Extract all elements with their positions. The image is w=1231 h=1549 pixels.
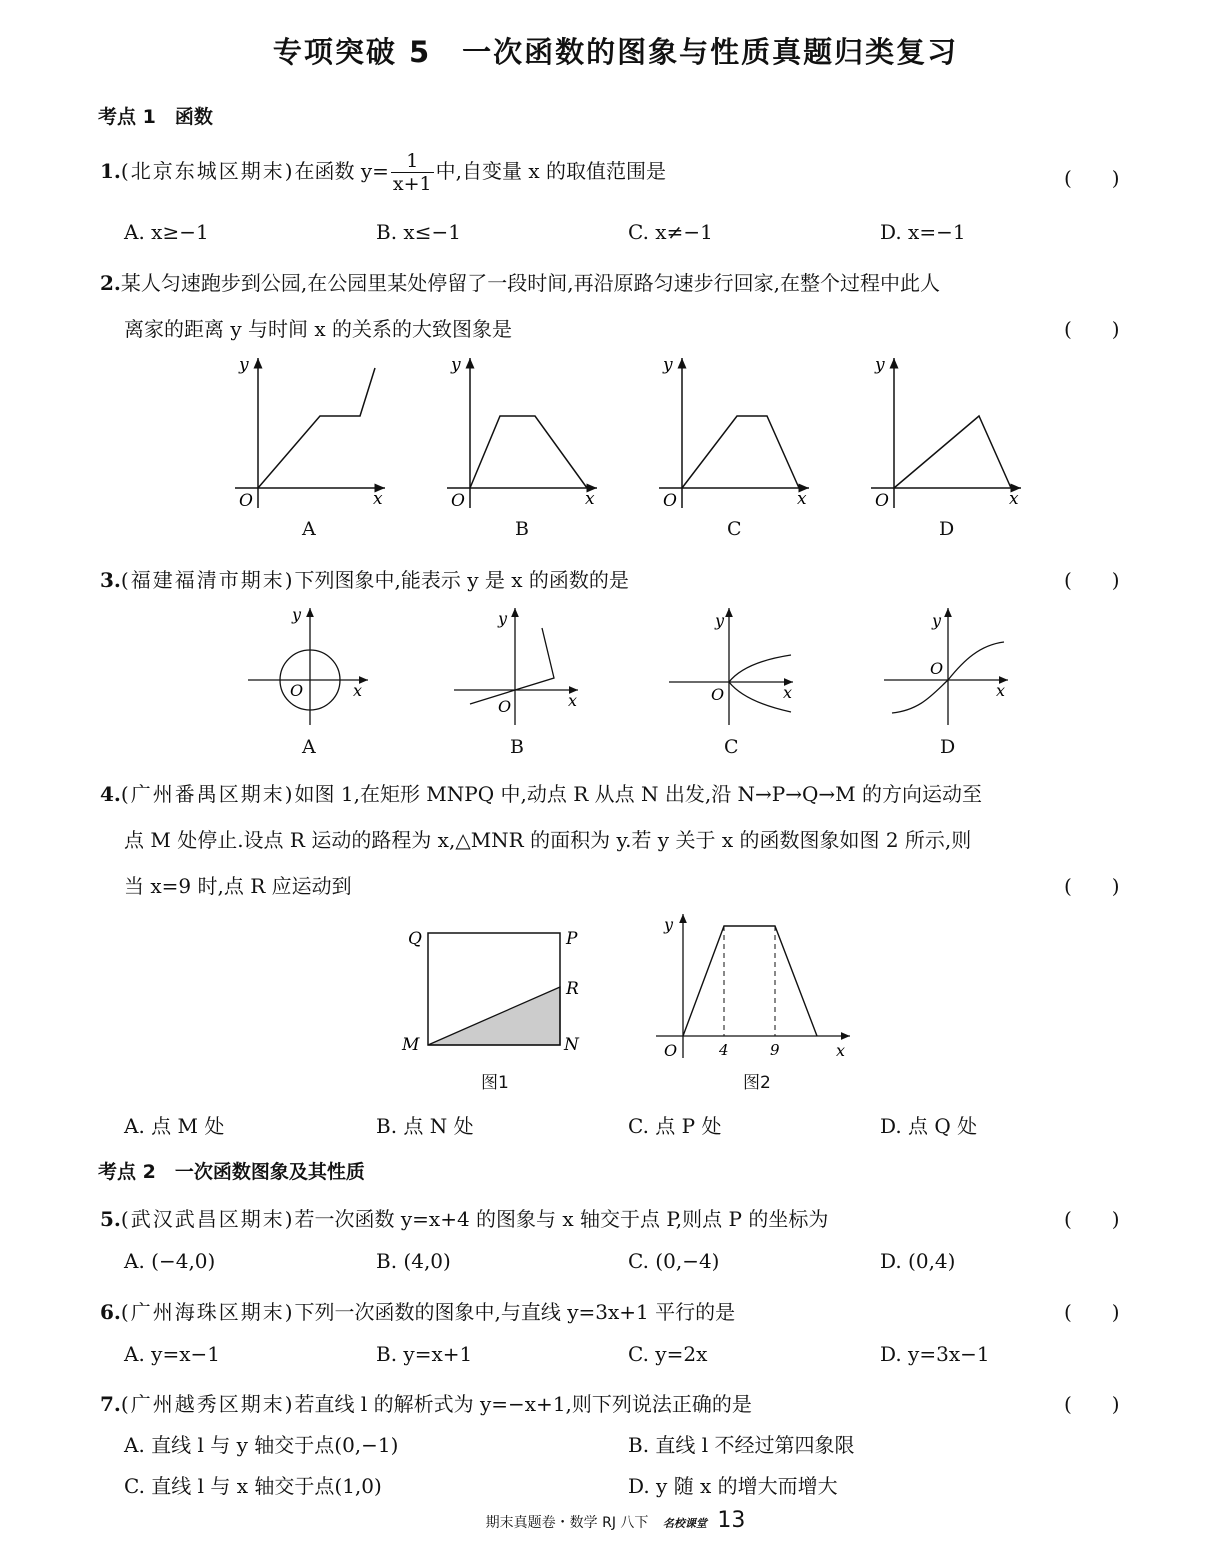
option-c: C. 点 P 处 bbox=[628, 1114, 722, 1138]
question-text: 下列一次函数的图象中,与直线 y=3x+1 平行的是 bbox=[294, 1300, 736, 1324]
question-text-continued: 点 M 处停止.设点 R 运动的路程为 x,△MNR 的面积为 y.若 y 关于 x 的函数图象如图 2 所示,则 bbox=[124, 828, 972, 852]
x-axis-label: x bbox=[585, 489, 595, 509]
origin-label: O bbox=[930, 659, 944, 678]
x-axis-label: x bbox=[568, 691, 578, 710]
option-d: D. 点 Q 处 bbox=[880, 1114, 978, 1138]
x-axis-label: x bbox=[783, 683, 793, 702]
option-c: C. 直线 l 与 x 轴交于点(1,0) bbox=[124, 1474, 382, 1498]
x-axis-label: x bbox=[353, 681, 363, 700]
page-title: 专项突破 5 一次函数的图象与性质真题归类复习 bbox=[272, 35, 959, 69]
figure-caption-2: 图2 bbox=[743, 1073, 771, 1093]
option-a: A. 点 M 处 bbox=[124, 1114, 225, 1138]
q3-graph-c bbox=[665, 600, 800, 730]
option-c: C. y=2x bbox=[628, 1342, 708, 1366]
origin-label: O bbox=[498, 697, 512, 716]
origin-label: O bbox=[711, 685, 725, 704]
q2-graph-b bbox=[437, 350, 607, 515]
tick-label-9: 9 bbox=[770, 1041, 780, 1059]
label-n: N bbox=[564, 1035, 579, 1055]
option-b: B. x≤−1 bbox=[376, 220, 461, 244]
option-a: A. y=x−1 bbox=[124, 1342, 220, 1366]
graph-line bbox=[258, 368, 375, 488]
page-footer bbox=[0, 1508, 1231, 1533]
footer-text: 期末真题卷・数学 RJ 八下 bbox=[485, 1515, 649, 1531]
question-text: 下列图象中,能表示 y 是 x 的函数的是 bbox=[294, 568, 629, 592]
option-d: D. y 随 x 的增大而增大 bbox=[628, 1474, 838, 1498]
q2-graph-a bbox=[225, 350, 395, 515]
label-m: M bbox=[402, 1035, 420, 1055]
question-text: 某人匀速跑步到公园,在公园里某处停留了一段时间,再沿原路匀速步行回家,在整个过程中此人 bbox=[120, 271, 940, 295]
option-a: A. x≥−1 bbox=[124, 220, 209, 244]
figure-label-a: A bbox=[302, 736, 316, 758]
tick-label-4: 4 bbox=[719, 1041, 729, 1059]
y-axis-label: y bbox=[932, 611, 942, 630]
y-axis-label: y bbox=[663, 355, 673, 375]
q4-figure-2-graph bbox=[652, 908, 857, 1063]
x-axis-label: x bbox=[996, 681, 1006, 700]
option-b: B. 直线 l 不经过第四象限 bbox=[628, 1433, 855, 1457]
figure-label-a: A bbox=[302, 518, 316, 540]
figure-label-d: D bbox=[939, 518, 955, 540]
y-axis-label: y bbox=[451, 355, 461, 375]
q2-graph-c bbox=[649, 350, 819, 515]
question-1 bbox=[100, 150, 666, 195]
section-heading-1: 考点 1 函数 bbox=[98, 106, 213, 128]
question-source: (广州番禺区期末) bbox=[120, 782, 295, 806]
figure-label-b: B bbox=[515, 518, 529, 540]
figure-label-c: C bbox=[724, 736, 739, 758]
option-a: A. 直线 l 与 y 轴交于点(0,−1) bbox=[124, 1433, 399, 1457]
question-source: (武汉武昌区期末) bbox=[120, 1207, 295, 1231]
question-source: (广州越秀区期末) bbox=[120, 1392, 295, 1416]
parabola-curve bbox=[729, 655, 791, 712]
answer-blank: ( ) bbox=[1064, 874, 1120, 898]
fraction-numerator: 1 bbox=[406, 150, 419, 172]
question-number: 6. bbox=[100, 1300, 121, 1324]
question-number: 1. bbox=[100, 159, 121, 183]
question-text: 若直线 l 的解析式为 y=−x+1,则下列说法正确的是 bbox=[294, 1392, 752, 1416]
q3-graph-b bbox=[450, 600, 585, 730]
q2-graph-d bbox=[861, 350, 1031, 515]
question-4 bbox=[100, 778, 982, 807]
y-axis-label: y bbox=[715, 611, 725, 630]
x-axis-label: x bbox=[1009, 489, 1019, 509]
figure-label-c: C bbox=[727, 518, 742, 540]
answer-blank: ( ) bbox=[1064, 568, 1120, 592]
question-7 bbox=[100, 1388, 752, 1417]
graph-line bbox=[470, 628, 554, 704]
graph-line bbox=[682, 416, 799, 488]
label-r: R bbox=[566, 979, 579, 999]
origin-label: O bbox=[239, 491, 253, 511]
question-text: 在函数 y= bbox=[294, 159, 389, 183]
origin-label: O bbox=[663, 491, 677, 511]
answer-blank: ( ) bbox=[1064, 1392, 1120, 1416]
page-number: 13 bbox=[717, 1508, 746, 1533]
label-p: P bbox=[566, 929, 578, 949]
question-source: (广州海珠区期末) bbox=[120, 1300, 295, 1324]
graph-line bbox=[894, 416, 1011, 488]
question-2 bbox=[100, 267, 940, 296]
option-b: B. 点 N 处 bbox=[376, 1114, 474, 1138]
origin-label: O bbox=[290, 681, 304, 700]
origin-label: O bbox=[875, 491, 889, 511]
option-c: C. (0,−4) bbox=[628, 1249, 720, 1273]
q3-graph-a bbox=[240, 600, 375, 730]
question-number: 5. bbox=[100, 1207, 121, 1231]
graph-line bbox=[683, 926, 817, 1036]
y-axis-label: y bbox=[498, 609, 508, 628]
x-axis-label: x bbox=[836, 1041, 846, 1060]
answer-blank: ( ) bbox=[1064, 166, 1120, 190]
fraction bbox=[391, 150, 434, 195]
question-source: (北京东城区期末) bbox=[120, 159, 295, 183]
origin-label: O bbox=[451, 491, 465, 511]
option-d: D. (0,4) bbox=[880, 1249, 956, 1273]
x-axis-label: x bbox=[373, 489, 383, 509]
question-number: 4. bbox=[100, 782, 121, 806]
option-a: A. (−4,0) bbox=[124, 1249, 216, 1273]
y-axis-label: y bbox=[875, 355, 885, 375]
question-text: 中,自变量 x 的取值范围是 bbox=[435, 159, 667, 183]
q3-graph-d bbox=[880, 600, 1015, 730]
fraction-denominator: x+1 bbox=[392, 173, 432, 195]
question-3 bbox=[100, 564, 629, 593]
option-d: D. x=−1 bbox=[880, 220, 966, 244]
question-text-continued: 当 x=9 时,点 R 应运动到 bbox=[124, 874, 352, 898]
x-axis-label: x bbox=[797, 489, 807, 509]
question-text-continued: 离家的距离 y 与时间 x 的关系的大致图象是 bbox=[124, 317, 513, 341]
figure-label-b: B bbox=[510, 736, 524, 758]
question-text: 若一次函数 y=x+4 的图象与 x 轴交于点 P,则点 P 的坐标为 bbox=[294, 1207, 829, 1231]
question-5 bbox=[100, 1203, 828, 1232]
figure-label-d: D bbox=[940, 736, 956, 758]
shaded-triangle bbox=[428, 987, 560, 1045]
brand-logo: 名校课堂 bbox=[662, 1517, 707, 1530]
question-source: (福建福清市期末) bbox=[120, 568, 295, 592]
question-number: 2. bbox=[100, 271, 121, 295]
option-b: B. y=x+1 bbox=[376, 1342, 473, 1366]
y-axis-label: y bbox=[239, 355, 249, 375]
y-axis-label: y bbox=[292, 605, 302, 624]
option-c: C. x≠−1 bbox=[628, 220, 713, 244]
answer-blank: ( ) bbox=[1064, 1207, 1120, 1231]
option-b: B. (4,0) bbox=[376, 1249, 451, 1273]
question-number: 7. bbox=[100, 1392, 121, 1416]
q4-figure-1-rectangle bbox=[400, 920, 590, 1060]
y-axis-label: y bbox=[664, 915, 674, 934]
graph-line bbox=[470, 416, 587, 488]
section-heading-2: 考点 2 一次函数图象及其性质 bbox=[98, 1161, 365, 1183]
origin-label: O bbox=[664, 1041, 678, 1060]
answer-blank: ( ) bbox=[1064, 1300, 1120, 1324]
answer-blank: ( ) bbox=[1064, 317, 1120, 341]
question-6 bbox=[100, 1296, 735, 1325]
figure-caption-1: 图1 bbox=[481, 1073, 509, 1093]
option-d: D. y=3x−1 bbox=[880, 1342, 990, 1366]
label-q: Q bbox=[408, 929, 422, 949]
question-number: 3. bbox=[100, 568, 121, 592]
question-text: 如图 1,在矩形 MNPQ 中,动点 R 从点 N 出发,沿 N→P→Q→M 的方向运动至 bbox=[294, 782, 983, 806]
